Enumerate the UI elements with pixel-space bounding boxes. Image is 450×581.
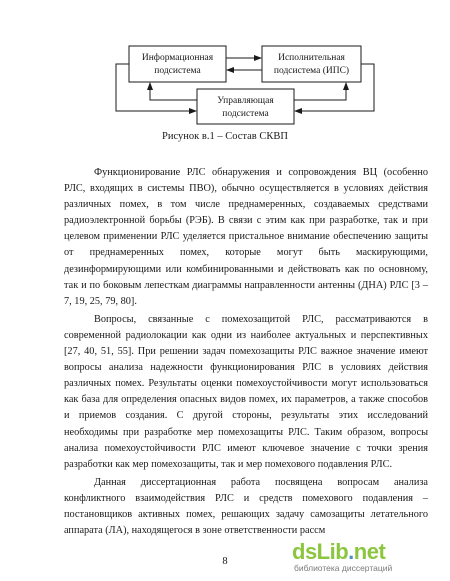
document-body bbox=[64, 165, 428, 539]
dslib-logo bbox=[292, 539, 385, 565]
logo-tld: net bbox=[353, 539, 386, 564]
exec-subsystem-line2: подсистема (ИПС) bbox=[273, 66, 350, 76]
ctrl-subsystem-box bbox=[197, 89, 294, 124]
ctrl-subsystem-line1: Управляющая bbox=[217, 96, 274, 106]
logo-main: dsLib bbox=[292, 539, 349, 564]
info-subsystem-line2: подсистема bbox=[154, 66, 201, 76]
exec-subsystem-box bbox=[262, 46, 361, 82]
exec-subsystem-line1: Исполнительная bbox=[278, 53, 345, 63]
info-subsystem-box bbox=[129, 46, 226, 82]
logo-dot: . bbox=[348, 539, 354, 564]
paragraph-3: Данная диссертационная работа посвящена вопросам анализа конфликтного взаимодействия РЛС и средств помехового подавления – постановщиков активных помех, решающих задачу самозащиты летательного аппарата (ЛА), находящегося в зоне ответственности рассм bbox=[64, 476, 428, 537]
page-number: 8 bbox=[222, 556, 228, 567]
dslib-watermark bbox=[292, 539, 442, 575]
arrow-ctrl-to-exec bbox=[294, 83, 346, 100]
figure-caption: Рисунок в.1 – Состав СКВП bbox=[162, 131, 288, 142]
arrow-ctrl-to-info bbox=[150, 83, 197, 100]
system-diagram bbox=[0, 0, 450, 130]
paragraph-2: Вопросы, связанные с помехозащитой РЛС, рассматриваются в современной радиолокации как одни из наиболее актуальных и перспективных [27, 40, 51, 55]. При решении задач помехозащиты РЛС важное значение имеют вопросы анализа надежности функционирования РЛС в условиях действия различных помех. Результаты оценки помехоустойчивости могут использоваться как база для определения опасных видов помех, их параметров, а также способов и приемов создания. С другой стороны, результаты этих исследований необходимы при разработке мер помехозащиты РЛС. Таким образом, вопросы анализа помехоустойчивости РЛС имеют ключевое значение с точки зрения разработки как мер помехозащиты, так и мер помехового подавления РЛС. bbox=[64, 313, 428, 470]
info-subsystem-line1: Информационная bbox=[141, 53, 214, 63]
dslib-subtitle: библиотека диссертаций bbox=[294, 563, 393, 573]
paragraph-1: Функционирование РЛС обнаружения и сопровождения ВЦ (особенно РЛС, входящих в системы ПВО), обычно осуществляется в условиях действия различных помех, в том числе преднамеренных, создаваемых средствами радиоэлектронной борьбы (РЭБ). В связи с этим как при разработке, так и при целевом применении РЛС уделяется пристальное внимание обеспечению защиты от преднамеренных помех, которые могут быть маскирующими, дезинформирующими или комбинированными и действовать как по основному, так и по боковым лепесткам диаграммы направленности антенны (ДНА) РЛС [3 – 7, 19, 25, 79, 80]. bbox=[64, 167, 428, 307]
ctrl-subsystem-line2: подсистема bbox=[222, 109, 269, 119]
